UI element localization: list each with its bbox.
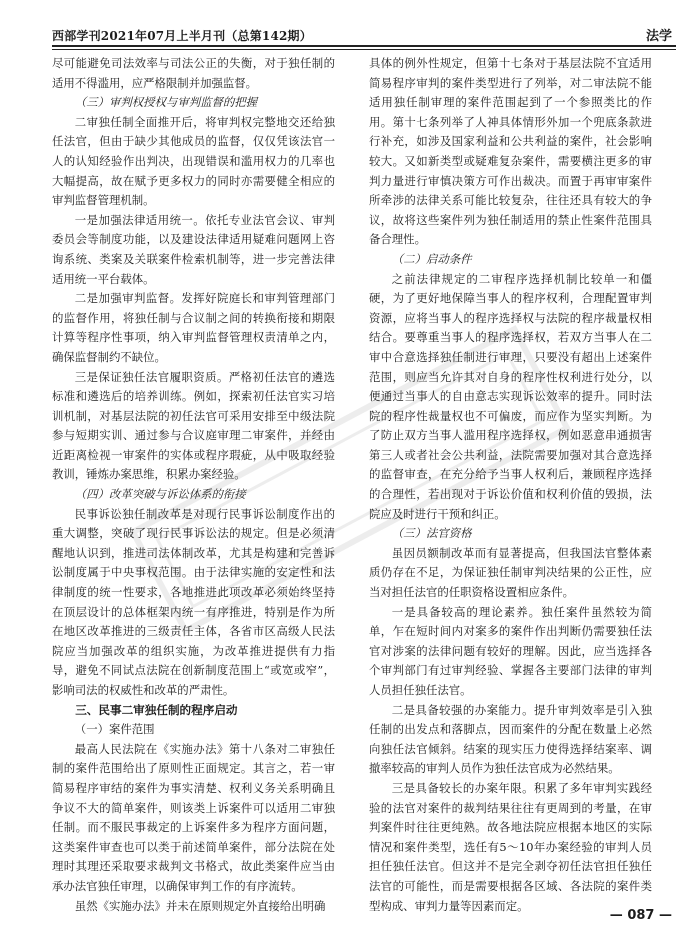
left-column xyxy=(52,54,335,916)
body-paragraph: 虽因员额制改革而有显著提高，但我国法官整体素质仍存在不足，为保证独任制审判决结果的公正性，应当对担任法官的任职资格设置相应条件。 xyxy=(369,545,652,600)
header-rule-thin xyxy=(52,49,676,50)
right-column xyxy=(369,54,652,916)
body-paragraph: 民事诉讼独任制改革是对现行民事诉讼制度作出的重大调整，突破了现行民事诉讼法的规定。但是必须清醒地认识到，推进司法体制改革，尤其是构建和完善诉讼制度属于中央事权范围。由于法律实施的安定性和法律制度的统一性要求，各地推进此项改革必须始终坚持在顶层设计的总体框架内统一有序推进，特别是作为所在地区改革推进的三级责任主体，各省市区高级人民法院应当加强改革的组织实施，为改革推进提供有力指导，避免不同试点法院在创新制度范围上“或宽或窄”，影响司法的权威性和改革的严肃性。 xyxy=(52,506,335,697)
body-paragraph: 三是具备较长的办案年限。积累了多年审判实践经验的法官对案件的裁判结果往往有更周到的考量，在审判案件时往往更纯熟。故各地法院应根据本地区的实际情况和案件类型，选任有5～10年办案经验的审判人员担任独任法官。但这并不是完全剥夺初任法官担任独任法官的可能性，而是需要根据各区域、各法院的案件类型构成、审判力量等因素而定。 xyxy=(369,780,652,913)
body-paragraph: 虽然《实施办法》并未在原则规定外直接给出明确 xyxy=(74,898,326,913)
subsection-heading: （一）案件范围 xyxy=(74,722,155,737)
body-paragraph: 二是具备较强的办案能力。提升审判效率是引入独任制的出发点和落脚点，因而案件的分配在数量上必然向独任法官倾斜。结案的现实压力使得选择结案率、调撤率较高的审判人员作为独任法官成为必然结果。 xyxy=(369,702,652,776)
body-paragraph: 二是加强审判监督。发挥好院庭长和审判管理部门的监督作用，将独任制与合议制之间的转换衔接和期限计算等程序性事项，纳入审判监督管理权责清单之内，确保监督制约不缺位。 xyxy=(52,291,335,364)
journal-issue: 西部学刊2021年07月上半月刊（总第142期） xyxy=(52,29,312,43)
subsection-heading: （二）启动条件 xyxy=(391,251,472,266)
section-heading: 三、民事二审独任制的程序启动 xyxy=(75,702,238,717)
body-paragraph: 一是具备较高的理论素养。独任案件虽然较为简单，乍在短时间内对案多的案件作出判断仍需要独任法官对涉案的法律问题有较好的理解。因此，应当选择各个审判部门有过审判经验、掌握各主要部门法律的审判人员担任独任法官。 xyxy=(369,604,652,697)
body-paragraph: 具体的例外性规定，但第十七条对于基层法院不宜适用简易程序审判的案件类型进行了列举，对二审法院不能适用独任制审理的案件范围起到了一个参照类比的作用。第十七条列举了人神具体情形外加一个兜底条款进行补充，如涉及国家利益和公共利益的案件，社会影响较大。又如新类型或疑难复杂案件，需要横注更多的审判力量进行审慎决策方可作出裁决。而置于再审审案件所牵涉的法律关系可能比较复杂，往往还具有较大的争议，故将这些案件列为独任制适用的禁止性案件范围具备合理性。 xyxy=(369,56,652,247)
section-label: 法学 xyxy=(645,29,672,44)
subsection-heading: （四）改革突破与诉讼体系的衔接 xyxy=(74,487,246,502)
header-rule-thick xyxy=(52,45,676,47)
body-paragraph: 一是加强法律适用统一。依托专业法官会议、审判委员会等制度功能，以及建设法律适用疑难问题网上咨询系统、类案及关联案件检索机制等，进一步完善法律适用统一平台载体。 xyxy=(52,212,335,286)
subsection-heading: （三）法官资格 xyxy=(391,526,472,541)
subsection-heading: （三）审判权授权与审判监督的把握 xyxy=(74,95,258,110)
body-paragraph: 最高人民法院在《实施办法》第十八条对二审独任制的案件范围给出了原则性正面规定。其言之，若一审简易程序审结的案件为事实清楚、权利义务关系明确且争议不大的简单案件，则该类上诉案件可以适用二审独任制。而不服民事裁定的上诉案件多为程序方面问题，这类案件审查也可以类于前述简单案件，部分法院在处理时其理还采取要求裁判文书格式，故此类案件应当由承办法官独任审理，以确保审判工作的有序流转。 xyxy=(52,741,335,893)
body-paragraph: 之前法律规定的二审程序选择机制比较单一和僵硬，为了更好地保障当事人的程序权利，合理配置审判资源，应将当事人的程序选择权与法院的程序裁量权相结合。要尊重当事人的程序选择权，若双方当事人在二审中合意选择独任制进行审理，只要没有超出上述案件范围，则应当允许其对自身的程序性权利进行处分，以便通过当事人的自由意志实现诉讼效率的提升。同时法院的程序性裁量权也不可偏废，而应作为坚实判断。为了防止双方当事人滥用程序选择权，例如恶意串通损害第三人或者社会公共利益，法院需要加强对其合意选择的监督审查，在充分给予当事人权利后，兼顾程序选择的合理性，若出现对于诉讼价值和权利价值的毁损，法院应及时进行干预和纠正。 xyxy=(369,271,652,521)
body-paragraph: 三是保证独任法官履职资质。严格初任法官的遴选标准和遴选后的培养训练。例如，探索初任法官实习培训机制，对基层法院的初任法官可采用安排至中级法院参与短期实训、通过参与合议庭审理二审案件，并经由近距离检视一审案件的实体或程序瑕疵，从中吸取经验教训，锤炼办案思维，积累办案经验。 xyxy=(52,369,335,482)
running-header xyxy=(52,20,676,44)
body-paragraph: 尽可能避免司法效率与司法公正的失衡，对于独任制的适用不得滥用，应严格限制并加强监督。 xyxy=(52,56,335,90)
body-paragraph: 二审独任制全面推开后，将审判权完整地交还给独任法官，但由于缺少其他成员的监督，仅仅凭该法官一人的认知经验作出判决，出现错误和滥用权力的几率也大幅提高，故在赋予更多权力的同时亦需要健全相应的审判监督管理机制。 xyxy=(52,114,335,208)
page-number: — 087 — xyxy=(609,908,672,923)
